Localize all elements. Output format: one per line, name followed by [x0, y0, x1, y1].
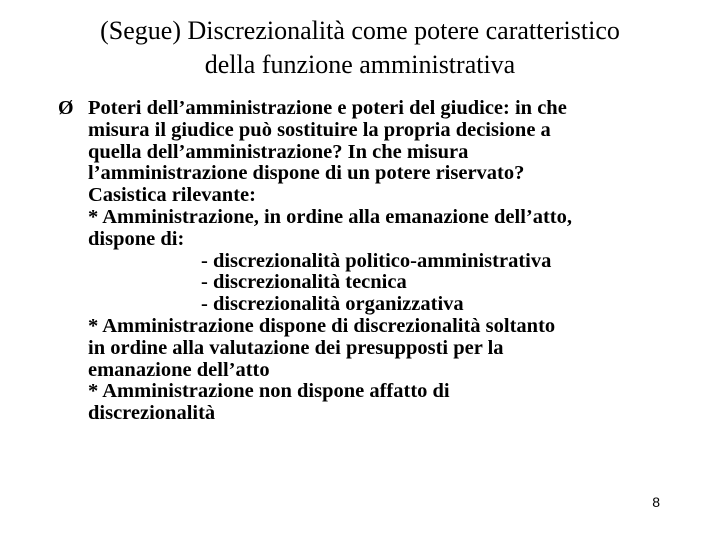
sub-item: - discrezionalità tecnica — [201, 271, 407, 294]
slide-title-line-1: (Segue) Discrezionalità come potere caratteristico — [100, 16, 620, 45]
text-line: misura il giudice può sostituire la propria decisione a — [88, 118, 551, 141]
page-number: 8 — [652, 494, 660, 510]
text-line: Poteri dell’amministrazione e poteri del giudice: in che — [88, 97, 567, 119]
slide-title-line-2: della funzione amministrativa — [204, 50, 516, 79]
arrow-bullet-icon: Ø — [58, 97, 74, 119]
text-line: discrezionalità — [88, 402, 216, 425]
text-line: quella dell’amministrazione? In che misura — [88, 140, 469, 163]
slide-body — [58, 98, 688, 425]
text-line: l’amministrazione dispone di un potere riservato? — [88, 162, 525, 185]
slide-title — [0, 14, 720, 82]
sub-item: - discrezionalità organizzativa — [201, 293, 464, 316]
text-line: * Amministrazione, in ordine alla emanazione dell’atto, — [88, 205, 572, 228]
bullet-text — [88, 98, 688, 425]
text-line: emanazione dell’atto — [88, 358, 270, 381]
text-line: in ordine alla valutazione dei presupposti per la — [88, 336, 504, 359]
sub-item: - discrezionalità politico-amministrativa — [201, 249, 552, 272]
text-line: * Amministrazione non dispone affatto di — [88, 380, 450, 403]
text-line: dispone di: — [88, 227, 185, 250]
text-line: * Amministrazione dispone di discrezionalità soltanto — [88, 314, 556, 337]
text-line: Casistica rilevante: — [88, 184, 256, 207]
bullet-item — [58, 98, 688, 425]
